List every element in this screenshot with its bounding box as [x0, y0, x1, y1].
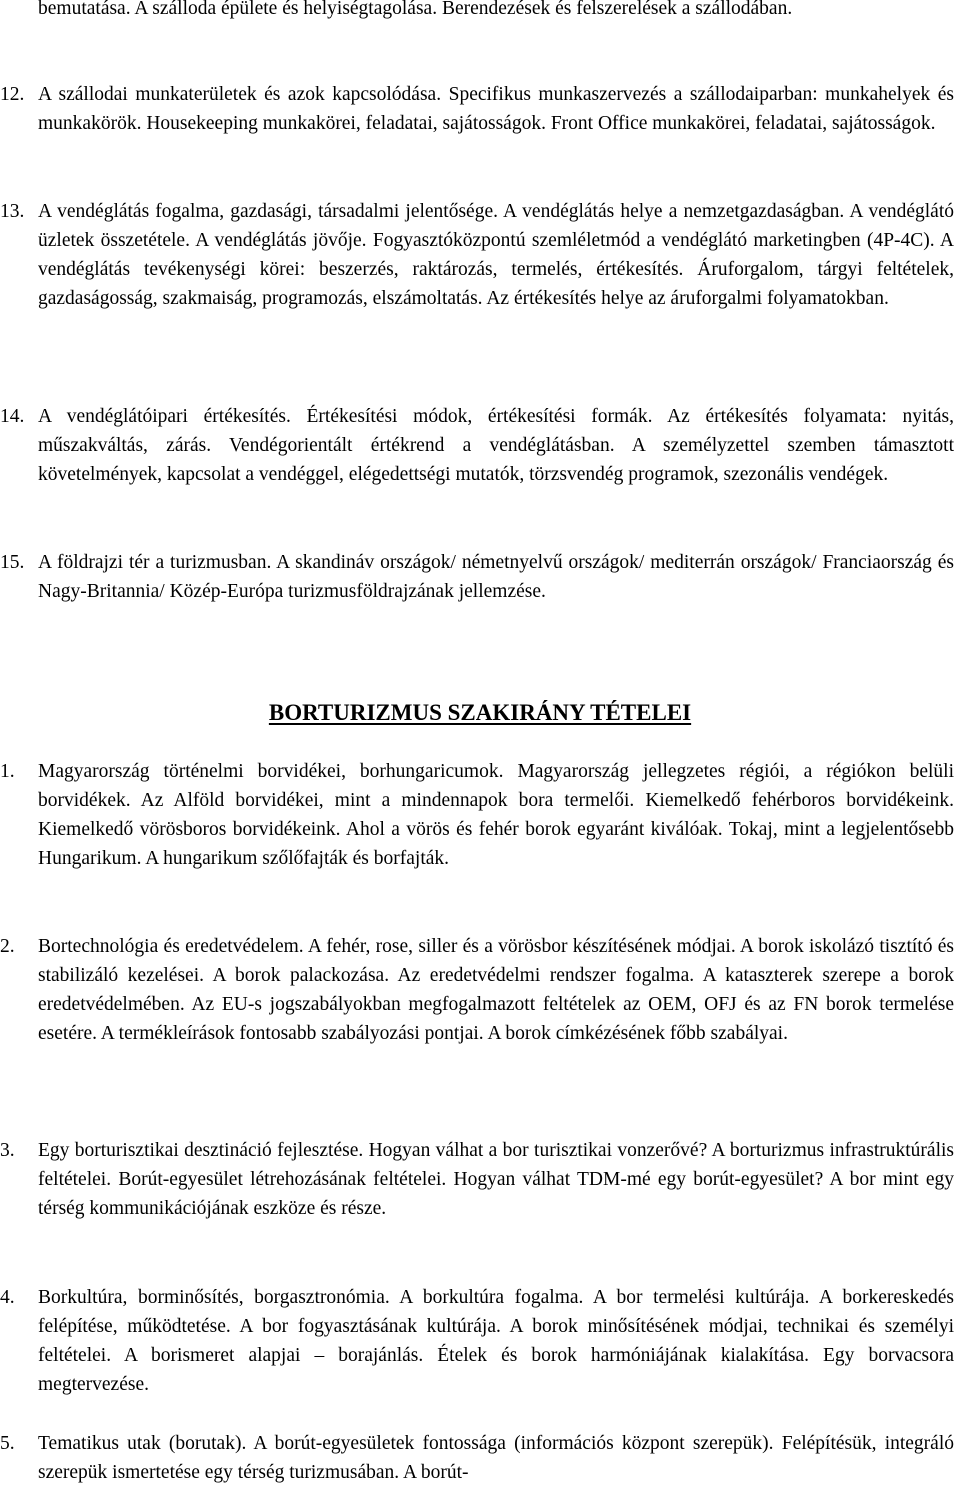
item-number: 14.: [0, 406, 25, 427]
item-number: 2.: [0, 936, 15, 957]
continued-paragraph: bemutatása. A szálloda épülete és helyiségtagolása. Berendezések és felszerelések a szállodában.: [38, 0, 793, 19]
item-text: A szállodai munkaterületek és azok kapcsolódása. Specifikus munkaszervezés a szállodaiparban: munkahelyek és munkakörök. Housekeeping munkakörei, feladatai, sajátosságok. Front Office munkakörei, feladatai, sajátosságok.: [38, 84, 954, 134]
section-heading: [0, 697, 960, 729]
item-number: 1.: [0, 761, 15, 782]
section-heading-text: BORTURIZMUS SZAKIRÁNY TÉTELEI: [268, 700, 692, 725]
item-text: Magyarország történelmi borvidékei, borhungaricumok. Magyarország jellegzetes régiói, a régiókon belüli borvidékek. Az Alföld borvidékei, mint a mindennapok bora termelői. Kiemelkedő fehérboros borvidékeink. Kiemelkedő vörösboros borvidékeink. Ahol a vörös és fehér borok egyaránt kiválóak. Tokaj, mint a legjelentősebb Hungarikum. A hungarikum szőlőfajták és borfajták.: [38, 761, 954, 869]
item-number: 12.: [0, 84, 25, 105]
item-text: Egy borturisztikai desztináció fejlesztése. Hogyan válhat a bor turisztikai vonzerővé? A borturizmus infrastruktúrális feltételei. Borút-egyesület létrehozásának feltételei. Hogyan válhat TDM-mé egy borút-egyesület? A bor mint egy térség kommunikációjának eszköze és része.: [38, 1140, 954, 1219]
item-text: Tematikus utak (borutak). A borút-egyesületek fontossága (információs központ szerepük). Felépítésük, integráló szerepük ismertetése egy térség turizmusában. A borút-: [38, 1433, 954, 1483]
item-text: Bortechnológia és eredetvédelem. A fehér, rose, siller és a vörösbor készítésének módjai. A borok iskolázó tisztító és stabilizáló kezelései. A borok palackozása. Az eredetvédelmi rendszer fogalma. A kataszterek szerepe a borok eredetvédelmében. Az EU-s jogszabályokban megfogalmazott feltételek az OEM, OFJ és az FN borok termelése esetére. A termékleírások fontosabb szabályozási pontjai. A borok címkézésének főbb szabályai.: [38, 936, 954, 1044]
item-number: 4.: [0, 1287, 15, 1308]
item-text: Borkultúra, borminősítés, borgasztronómia. A borkultúra fogalma. A bor termelési kultúrája. A borkereskedés felépítése, működtetése. A bor fogyasztásának kultúrája. A borok minősítésének módjai, technikai és személyi feltételei. A borismeret alapjai – borajánlás. Ételek és borok harmóniájának kialakítása. Egy borvacsora megtervezése.: [38, 1287, 954, 1395]
item-number: 3.: [0, 1140, 15, 1161]
item-number: 5.: [0, 1433, 15, 1454]
item-text: A vendéglátás fogalma, gazdasági, társadalmi jelentősége. A vendéglátás helye a nemzetgazdaságban. A vendéglátó üzletek összetétele. A vendéglátás jövője. Fogyasztóközpontú szemléletmód a vendéglátó marketingben (4P-4C). A vendéglátás tevékenységi körei: beszerzés, raktározás, termelés, értékesítés. Áruforgalom, tárgyi feltételek, gazdaságosság, szakmaiság, programozás, elszámoltatás. Az értékesítés helye az áruforgalmi folyamatokban.: [38, 201, 954, 309]
item-text: A vendéglátóipari értékesítés. Értékesítési módok, értékesítési formák. Az értékesítés folyamata: nyitás, műszakváltás, zárás. Vendégorientált értékrend a vendéglátásban. A személyzettel szemben támasztott követelmények, kapcsolat a vendéggel, elégedettségi mutatók, törzsvendég programok, szezonális vendégek.: [38, 406, 954, 485]
item-number: 13.: [0, 201, 25, 222]
item-number: 15.: [0, 552, 25, 573]
item-text: A földrajzi tér a turizmusban. A skandináv országok/ németnyelvű országok/ mediterrán országok/ Franciaország és Nagy-Britannia/ Közép-Európa turizmusföldrajzának jellemzése.: [38, 552, 954, 602]
